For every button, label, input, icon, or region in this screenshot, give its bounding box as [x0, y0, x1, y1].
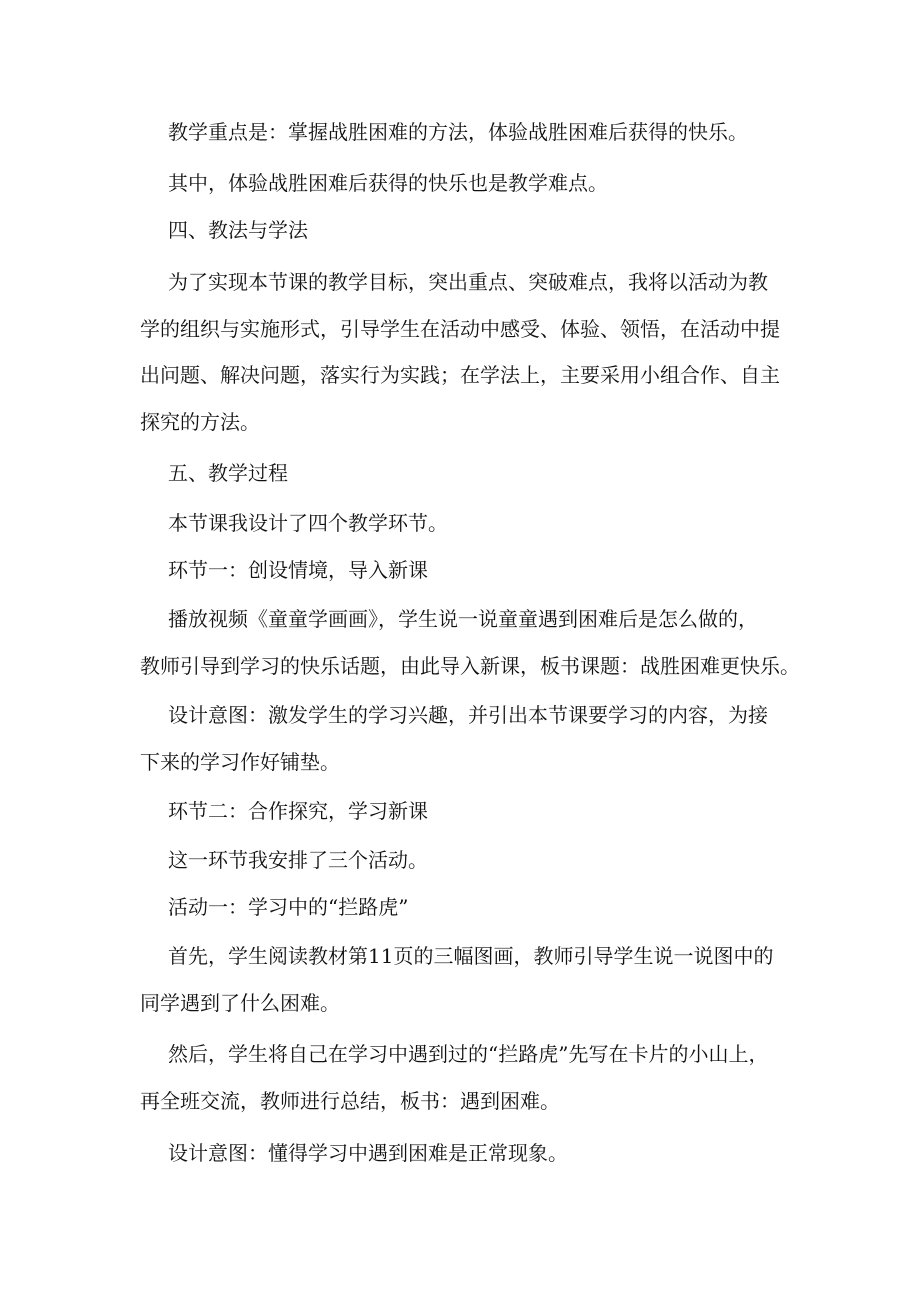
paragraph-process-intro: 本节课我设计了四个教学环节。: [168, 511, 448, 535]
paragraph-design-intent-2: 设计意图：懂得学习中遇到困难是正常现象。: [168, 1141, 568, 1165]
heading-process: 五、教学过程: [168, 461, 288, 485]
paragraph-activity-one-line-3: 然后，学生将自己在学习中遇到过的“拦路虎”先写在卡片的小山上，: [168, 1042, 769, 1066]
heading-activity-one: 活动一：学习中的“拦路虎”: [168, 895, 409, 919]
heading-step-two: 环节二：合作探究，学习新课: [168, 799, 428, 823]
paragraph-activity-one-line-2: 同学遇到了什么困难。: [140, 991, 340, 1015]
heading-step-one: 环节一：创设情境，导入新课: [168, 558, 428, 582]
paragraph-activity-one-line-4: 再全班交流，教师进行总结，板书：遇到困难。: [140, 1089, 560, 1113]
paragraph-methods-line-1: 为了实现本节课的教学目标，突出重点、突破难点，我将以活动为教: [168, 270, 768, 294]
paragraph-activity-one-line-1: 首先，学生阅读教材第11页的三幅图画，教师引导学生说一说图中的: [168, 944, 774, 968]
paragraph-methods-line-4: 探究的方法。: [140, 410, 260, 434]
paragraph-methods-line-3: 出问题、解决问题，落实行为实践；在学法上，主要采用小组合作、自主: [140, 363, 780, 387]
paragraph-design-intent-1-line-2: 下来的学习作好铺垫。: [140, 750, 340, 774]
paragraph-key-points: 教学重点是：掌握战胜困难的方法，体验战胜困难后获得的快乐。: [168, 120, 748, 144]
paragraph-difficulty: 其中，体验战胜困难后获得的快乐也是教学难点。: [168, 171, 608, 195]
paragraph-step-one-line-1: 播放视频《童童学画画》，学生说一说童童遇到困难后是怎么做的，: [168, 607, 758, 631]
paragraph-step-one-line-2: 教师引导到学习的快乐话题，由此导入新课，板书课题：战胜困难更快乐。: [140, 654, 800, 678]
paragraph-step-two-intro: 这一环节我安排了三个活动。: [168, 848, 428, 872]
paragraph-methods-line-2: 学的组织与实施形式，引导学生在活动中感受、体验、领悟，在活动中提: [140, 317, 780, 341]
paragraph-design-intent-1-line-1: 设计意图：激发学生的学习兴趣，并引出本节课要学习的内容，为接: [168, 703, 768, 727]
heading-methods: 四、教法与学法: [168, 218, 308, 242]
